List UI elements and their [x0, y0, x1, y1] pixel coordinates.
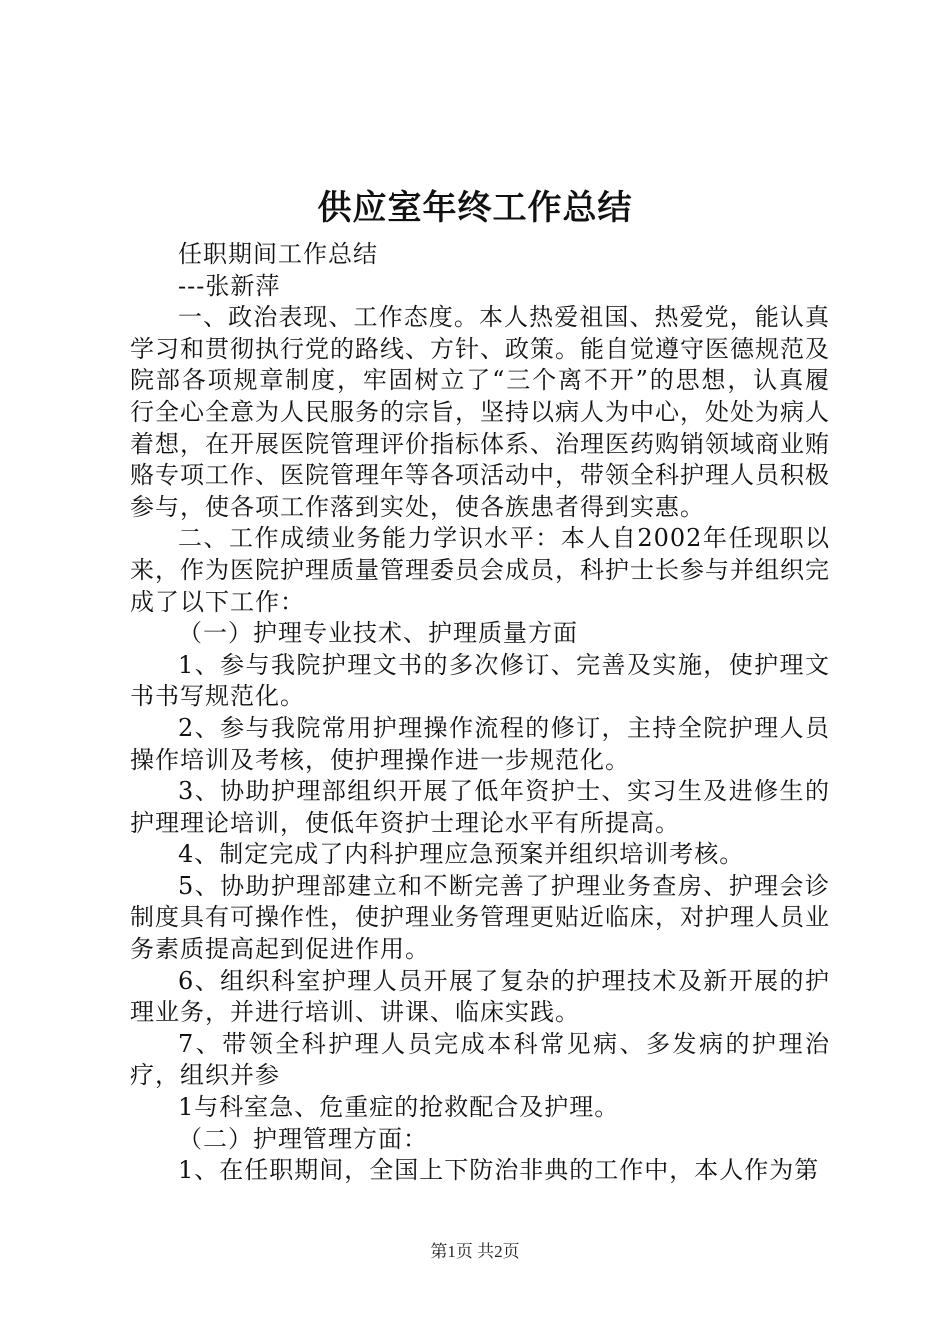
paragraph-item-4: 4、制定完成了内科护理应急预案并组织培训考核。 [178, 840, 745, 869]
paragraph-item-3: 3、协助护理部组织开展了低年资护士、实习生及进修生的护理理论培训，使低年资护士理论水平有所提高。 [130, 777, 830, 837]
paragraph-section-1: 一、政治表现、工作态度。本人热爱祖国、热爱党，能认真学习和贯彻执行党的路线、方针、政策。能自觉遵守医德规范及院部各项规章制度，牢固树立了“三个离不开”的思想，认真履行全心全意为人民服务的宗旨，坚持以病人为中心，处处为病人着想，在开展医院管理评价指标体系、治理医药购销领域商业贿赂专项工作、医院管理年等各项活动中，带领全科护理人员积极参与，使各项工作落到实处，使各族患者得到实惠。 [130, 303, 830, 521]
paragraph-item-8: 1、在任职期间，全国上下防治非典的工作中，本人作为第 [178, 1156, 820, 1185]
paragraph-item-6: 6、组织科室护理人员开展了复杂的护理技术及新开展的护理业务，并进行培训、讲课、临床实践。 [130, 966, 830, 1027]
paragraph-item-7: 7、带领全科护理人员完成本科常见病、多发病的护理治疗，组织并参 [130, 1029, 830, 1090]
document-title: 供应室年终工作总结 [317, 188, 633, 228]
paragraph-item-7-continued: 1与科室急、危重症的抢救配合及护理。 [178, 1093, 620, 1122]
paragraph-subsection-2: （二）护理管理方面： [178, 1124, 428, 1153]
paragraph-item-5: 5、协助护理部建立和不断完善了护理业务查房、护理会诊制度具有可操作性，使护理业务管理更贴近临床，对护理人员业务素质提高起到促进作用。 [130, 871, 830, 964]
paragraph-subtitle: 任职期间工作总结 [178, 240, 378, 268]
paragraph-subsection-1: （一）护理专业技术、护理质量方面 [178, 619, 578, 648]
paragraph-item-1: 1、参与我院护理文书的多次修订、完善及实施，使护理文书书写规范化。 [130, 650, 830, 711]
paragraph-section-2: 二、工作成绩业务能力学识水平：本人自2002年任现职以来，作为医院护理质量管理委员会成员，科护士长参与并组织完成了以下工作： [130, 524, 830, 616]
paragraph-item-2: 2、参与我院常用护理操作流程的修订，主持全院护理人员操作培训及考核，使护理操作进一步规范化。 [130, 713, 830, 774]
paragraph-author: ---张新萍 [178, 271, 281, 300]
document-body [130, 239, 830, 1187]
page-footer: 第1页 共2页 [430, 1242, 520, 1261]
